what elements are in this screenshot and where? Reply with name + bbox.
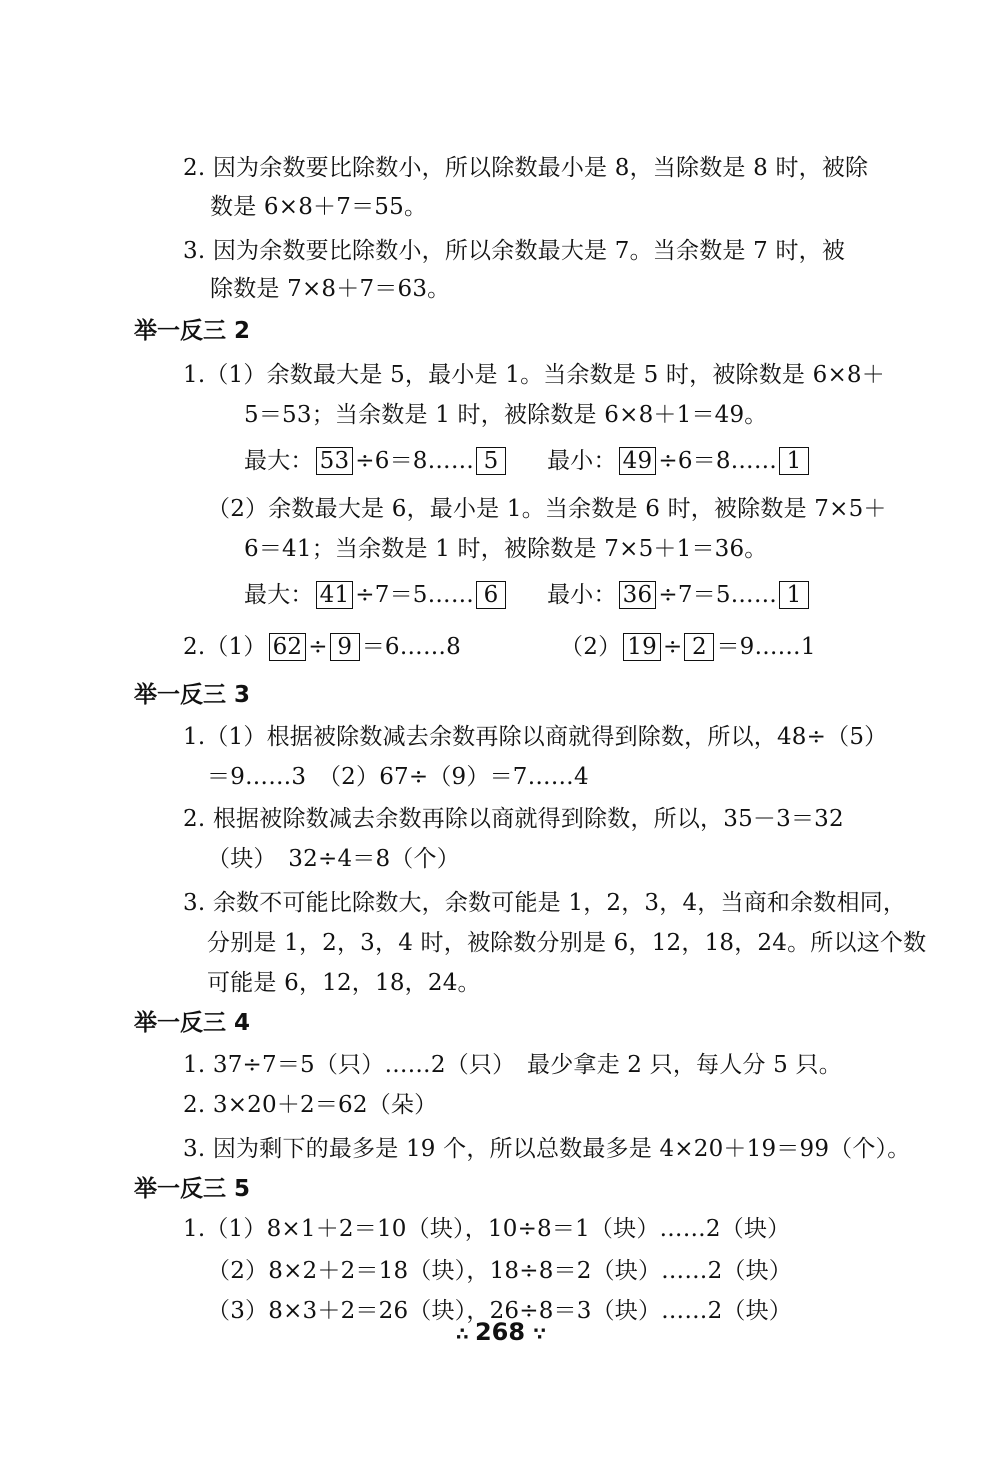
answer-line: 可能是 6，12，18，24。 xyxy=(207,970,481,996)
operator: ÷ xyxy=(308,634,328,660)
answer-line: 1.（1）8×1＋2＝10（块），10÷8＝1（块）……2（块） xyxy=(183,1216,791,1242)
answer-line: ＝9……3 （2）67÷（9）＝7……4 xyxy=(207,764,589,790)
question-prefix: （2） xyxy=(560,634,622,660)
page-number: 268 xyxy=(474,1318,526,1346)
min-label: 最小： xyxy=(547,448,617,474)
equation-text: ÷6＝8…… xyxy=(658,448,778,474)
answer-box: 2 xyxy=(684,633,714,661)
decorative-dots-icon: ∵ xyxy=(533,1324,544,1345)
answer-box: 1 xyxy=(779,581,809,609)
section-heading: 举一反三 2 xyxy=(134,318,251,344)
answer-box: 1 xyxy=(779,447,809,475)
max-label: 最大： xyxy=(244,582,314,608)
answer-box: 19 xyxy=(623,633,661,661)
answer-box: 49 xyxy=(619,447,657,475)
answer-line: （3）8×3＋2＝26（块），26÷8＝3（块）……2（块） xyxy=(207,1298,793,1324)
answer-line: 2. 因为余数要比除数小，所以除数最小是 8，当除数是 8 时，被除 xyxy=(183,155,869,181)
answer-line: （2）8×2＋2＝18（块），18÷8＝2（块）……2（块） xyxy=(207,1258,793,1284)
answer-line: 3. 因为剩下的最多是 19 个，所以总数最多是 4×20＋19＝99（个）。 xyxy=(183,1136,911,1162)
section-heading: 举一反三 4 xyxy=(134,1010,251,1036)
answer-box: 6 xyxy=(476,581,506,609)
answer-line: （块） 32÷4＝8（个） xyxy=(207,846,460,872)
answer-line: 2. 3×20＋2＝62（朵） xyxy=(183,1092,438,1118)
boxed-equation-row xyxy=(183,632,816,662)
answer-line: 1. 37÷7＝5（只）……2（只） 最少拿走 2 只，每人分 5 只。 xyxy=(183,1052,842,1078)
page-footer xyxy=(0,1318,1000,1346)
answer-line: 2. 根据被除数减去余数再除以商就得到除数，所以，35－3＝32 xyxy=(183,806,844,832)
answer-line: 数是 6×8＋7＝55。 xyxy=(210,194,428,220)
answer-line: 6＝41；当余数是 1 时，被除数是 7×5＋1＝36。 xyxy=(244,536,768,562)
answer-line: 分别是 1，2，3，4 时，被除数分别是 6，12，18，24。所以这个数 xyxy=(207,930,927,956)
answer-line: 5＝53；当余数是 1 时，被除数是 6×8＋1＝49。 xyxy=(244,402,768,428)
answer-line: 1.（1）余数最大是 5，最小是 1。当余数是 5 时，被除数是 6×8＋ xyxy=(183,362,885,388)
answer-line: 3. 因为余数要比除数小，所以余数最大是 7。当余数是 7 时，被 xyxy=(183,238,846,264)
answer-line: 1.（1）根据被除数减去余数再除以商就得到除数，所以，48÷（5） xyxy=(183,724,888,750)
answer-line: 除数是 7×8＋7＝63。 xyxy=(210,276,451,302)
equation-text: ÷6＝8…… xyxy=(355,448,475,474)
equation-text: ÷7＝5…… xyxy=(658,582,778,608)
answer-box: 41 xyxy=(316,581,354,609)
question-prefix: 2.（1） xyxy=(183,634,267,660)
section-heading: 举一反三 3 xyxy=(134,682,251,708)
equation-text: ＝6……8 xyxy=(361,634,462,660)
equation-text: ÷7＝5…… xyxy=(355,582,475,608)
min-label: 最小： xyxy=(547,582,617,608)
answer-box: 36 xyxy=(619,581,657,609)
answer-box: 62 xyxy=(269,633,307,661)
answer-line: 3. 余数不可能比除数大，余数可能是 1，2，3，4，当商和余数相同， xyxy=(183,890,907,916)
answer-line: （2）余数最大是 6，最小是 1。当余数是 6 时，被除数是 7×5＋ xyxy=(207,496,887,522)
answer-box: 9 xyxy=(330,633,360,661)
answer-box: 53 xyxy=(316,447,354,475)
equation-text: ＝9……1 xyxy=(716,634,816,660)
boxed-equation-row xyxy=(244,580,811,610)
max-label: 最大： xyxy=(244,448,314,474)
operator: ÷ xyxy=(662,634,683,660)
section-heading: 举一反三 5 xyxy=(134,1176,251,1202)
boxed-equation-row xyxy=(244,446,811,476)
decorative-dots-icon: ∴ xyxy=(456,1324,467,1345)
answer-box: 5 xyxy=(476,447,506,475)
